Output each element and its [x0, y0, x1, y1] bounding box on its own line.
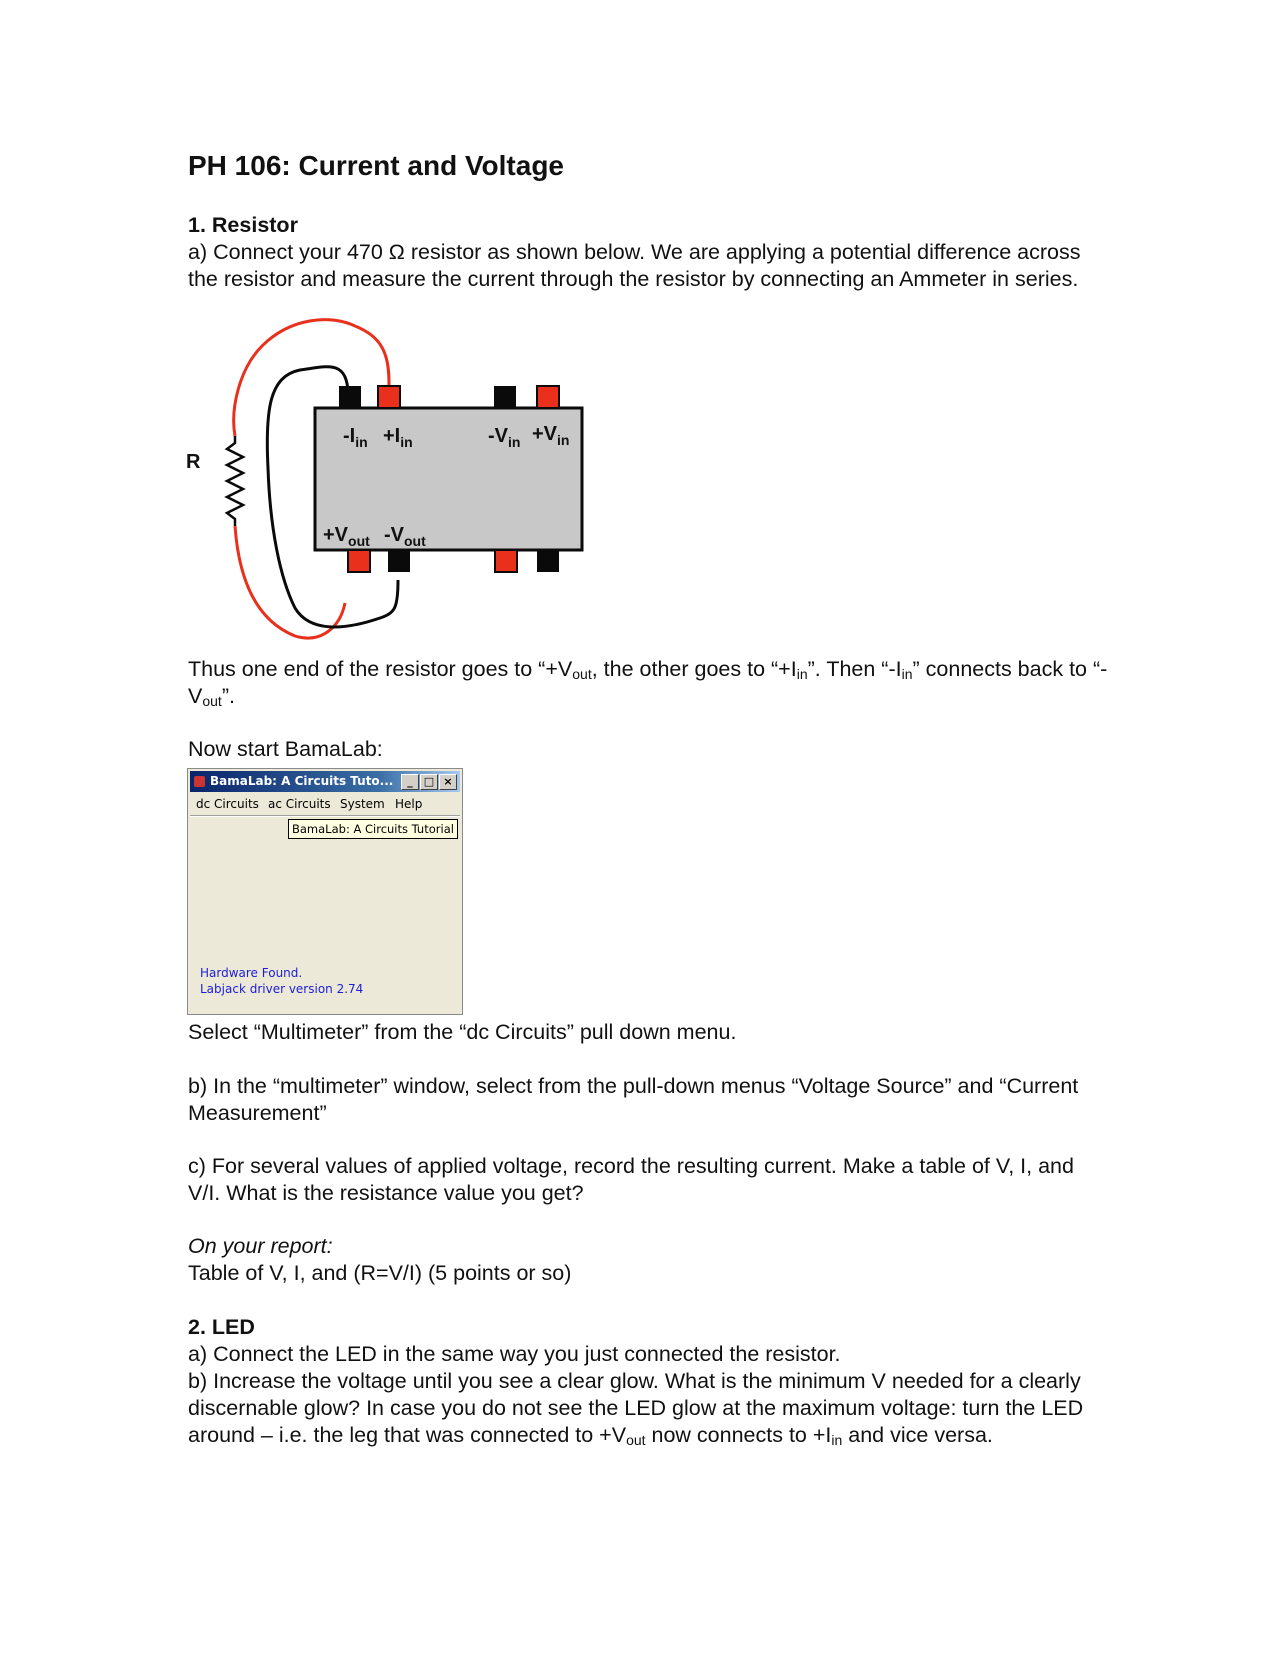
subscript-out: out: [572, 666, 592, 682]
resistor-instruction-a: a) Connect your 470 Ω resistor as shown below. We are applying a potential difference across the resistor and measure the current through the resistor by connecting an Ammeter in series.: [188, 240, 1081, 291]
terminal-minus-iin: [339, 386, 361, 408]
window-title-bar[interactable]: [190, 771, 460, 792]
status-text: [200, 965, 363, 997]
terminal-bottom-red: [495, 550, 517, 572]
terminal-bottom-black: [537, 550, 559, 572]
terminal-minus-vout: [388, 550, 410, 572]
tooltip: BamaLab: A Circuits Tutorial: [288, 819, 458, 839]
subscript-in: in: [901, 666, 913, 682]
menu-system[interactable]: System: [340, 797, 385, 811]
circuit-diagram: [180, 318, 600, 648]
terminal-plus-vin: [537, 386, 559, 408]
menu-help[interactable]: Help: [395, 797, 423, 811]
section-heading-resistor: 1. Resistor: [188, 213, 298, 237]
section-heading-led: 2. LED: [188, 1315, 255, 1339]
start-bamalab-text: Now start BamaLab:: [188, 737, 383, 761]
subscript-out: out: [202, 693, 222, 709]
resistor-symbol: [227, 436, 243, 526]
text-run: , the other goes to “+I: [591, 657, 797, 681]
report-text: Table of V, I, and (R=V/I) (5 points or so): [188, 1261, 572, 1285]
label-minus-iin: $-I_{in}$: [343, 425, 368, 450]
text-run: Thus one end of the resistor goes to “+V: [188, 657, 573, 681]
text-run: ”.: [221, 684, 235, 708]
led-instruction-a: a) Connect the LED in the same way you just connected the resistor.: [188, 1342, 841, 1366]
menu-dc-circuits[interactable]: dc Circuits: [196, 797, 259, 811]
connection-description: [188, 656, 1108, 710]
bamalab-window: [187, 768, 463, 1015]
label-plus-vin: $+V_{in}$: [532, 423, 570, 448]
label-minus-vin: $-V_{in}$: [488, 425, 521, 450]
led-instruction-b: [188, 1368, 1108, 1449]
text-run: and vice versa.: [842, 1423, 993, 1447]
page-title: PH 106: Current and Voltage: [188, 150, 565, 181]
terminal-plus-vout: [348, 550, 370, 572]
text-run: now connects to +I: [645, 1423, 832, 1447]
select-multimeter-text: Select “Multimeter” from the “dc Circuits” pull down menu.: [188, 1020, 737, 1044]
text-run: b) Increase the voltage until you see a clear glow. What is the minimum V needed for a clearly discernable glow? In case you do not see the LED glow at the maximum voltage: turn the LED around – i.e. the leg that was connected to +V: [188, 1369, 1084, 1447]
terminal-plus-iin: [378, 386, 400, 408]
menu-ac-circuits[interactable]: ac Circuits: [268, 797, 331, 811]
label-minus-vout: $-V_{out}$: [384, 524, 426, 549]
maximize-button[interactable]: □: [420, 774, 438, 790]
status-driver: Labjack driver version 2.74: [200, 982, 364, 996]
subscript-out: out: [626, 1432, 646, 1448]
menu-bar: [190, 794, 460, 814]
text-run: ” connects back to “-V: [188, 657, 1108, 708]
app-icon: [194, 776, 205, 787]
resistor-label: R: [186, 451, 201, 473]
resistor-instruction-c: c) For several values of applied voltage, record the resulting current. Make a table of V, I, and V/I. What is the resistance value you get?: [188, 1154, 1074, 1205]
label-plus-iin: $+I_{in}$: [383, 425, 413, 450]
minimize-button[interactable]: _: [401, 774, 419, 790]
menu-divider: [190, 815, 460, 817]
window-title: BamaLab: A Circuits Tuto...: [210, 774, 394, 788]
resistor-instruction-b: b) In the “multimeter” window, select from the pull-down menus “Voltage Source” and “Current Measurement”: [188, 1074, 1079, 1125]
terminal-minus-vin: [494, 386, 516, 408]
label-plus-vout: $+V_{out}$: [323, 524, 370, 549]
status-hardware: Hardware Found.: [200, 966, 303, 980]
subscript-in: in: [796, 666, 808, 682]
subscript-in: in: [831, 1432, 843, 1448]
text-run: ”. Then “-I: [807, 657, 902, 681]
close-button[interactable]: ×: [439, 774, 457, 790]
report-label: On your report:: [188, 1234, 333, 1258]
